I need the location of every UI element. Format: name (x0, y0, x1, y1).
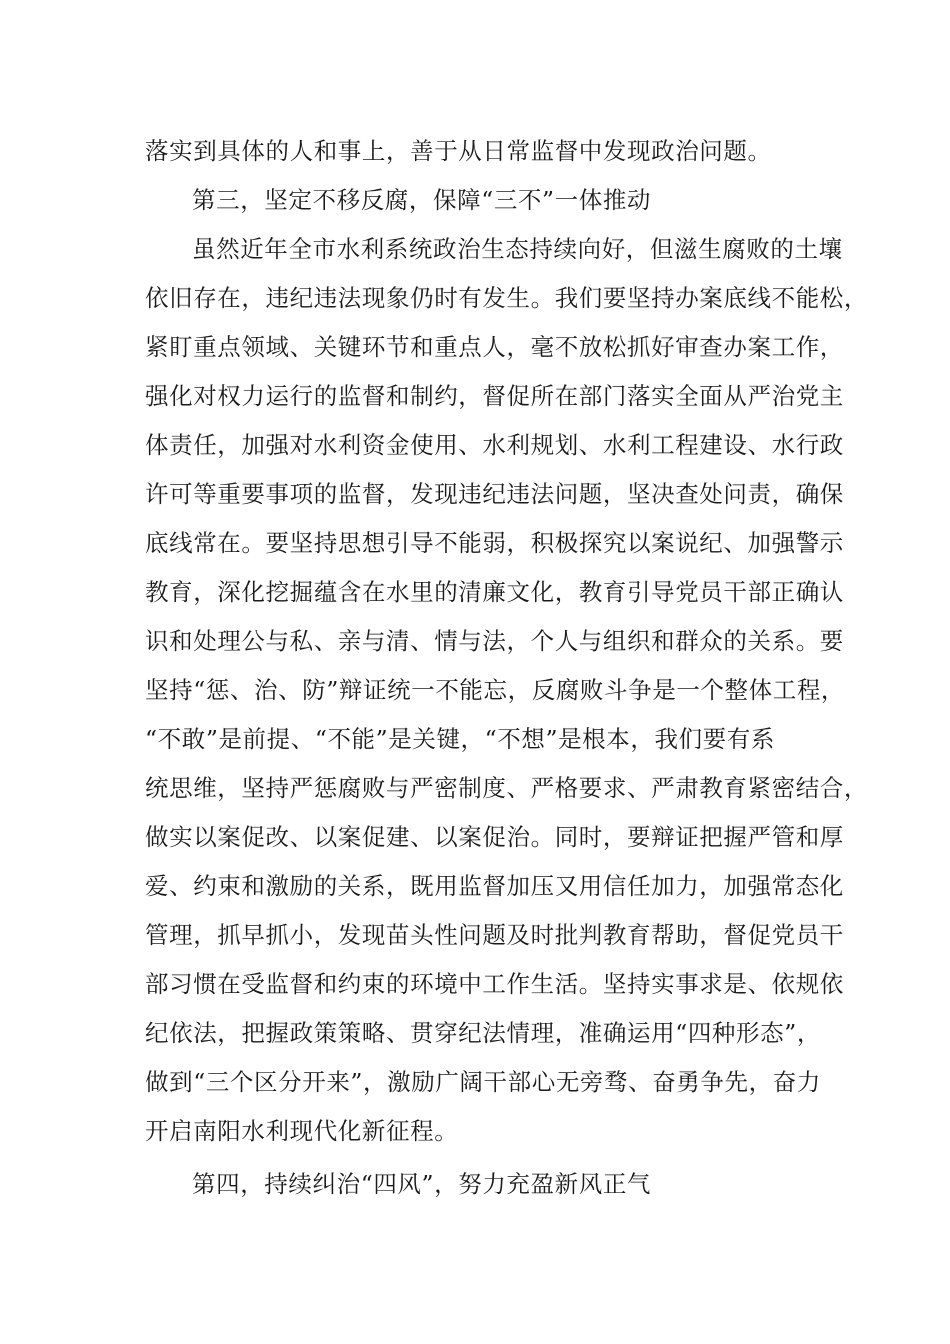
text-line: 紧盯重点领域、关键环节和重点人，毫不放松抓好审查办案工作， (145, 333, 844, 361)
text-line: 许可等重要事项的监督，发现违纪违法问题，坚决查处问责，确保 (145, 480, 844, 508)
text-line: 爱、约束和激励的关系，既用监督加压又用信任加力，加强常态化 (145, 872, 844, 900)
text-line: 依旧存在，违纪违法现象仍时有发生。我们要坚持办案底线不能松， (145, 284, 868, 312)
text-line: 体责任，加强对水利资金使用、水利规划、水利工程建设、水行政 (145, 431, 844, 459)
text-line: 纪依法，把握政策策略、贯穿纪法情理，准确运用“四种形态”， (145, 1019, 821, 1047)
text-line: 强化对权力运行的监督和制约，督促所在部门落实全面从严治党主 (145, 382, 844, 410)
text-line: 底线常在。要坚持思想引导不能弱，积极探究以案说纪、加强警示 (145, 529, 844, 557)
text-line: 落实到具体的人和事上，善于从日常监督中发现政治问题。 (145, 137, 772, 165)
text-line: 教育，深化挖掘蕴含在水里的清廉文化，教育引导党员干部正确认 (145, 578, 844, 606)
section-heading-3: 第三，坚定不移反腐，保障“三不”一体推动 (192, 186, 652, 214)
text-line: 管理，抓早抓小，发现苗头性问题及时批判教育帮助，督促党员干 (145, 921, 844, 949)
section-heading-4: 第四，持续纠治“四风”，努力充盈新风正气 (192, 1170, 652, 1198)
text-line: 统思维，坚持严惩腐败与严密制度、严格要求、严肃教育紧密结合， (145, 774, 868, 802)
text-line: “不敢”是前提、“不能”是关键，“不想”是根本，我们要有系 (145, 725, 775, 753)
text-line: 部习惯在受监督和约束的环境中工作生活。坚持实事求是、依规依 (145, 970, 844, 998)
text-line: 做到“三个区分开来”，激励广阔干部心无旁骛、奋勇争先，奋力 (145, 1068, 821, 1096)
text-line: 坚持“惩、治、防”辩证统一不能忘，反腐败斗争是一个整体工程， (145, 676, 846, 704)
text-line: 识和处理公与私、亲与清、情与法，个人与组织和群众的关系。要 (145, 627, 844, 655)
text-line: 做实以案促改、以案促建、以案促治。同时，要辩证把握严管和厚 (145, 823, 844, 851)
text-line: 开启南阳水利现代化新征程。 (145, 1117, 459, 1145)
text-line: 虽然近年全市水利系统政治生态持续向好，但滋生腐败的土壤 (192, 235, 843, 263)
